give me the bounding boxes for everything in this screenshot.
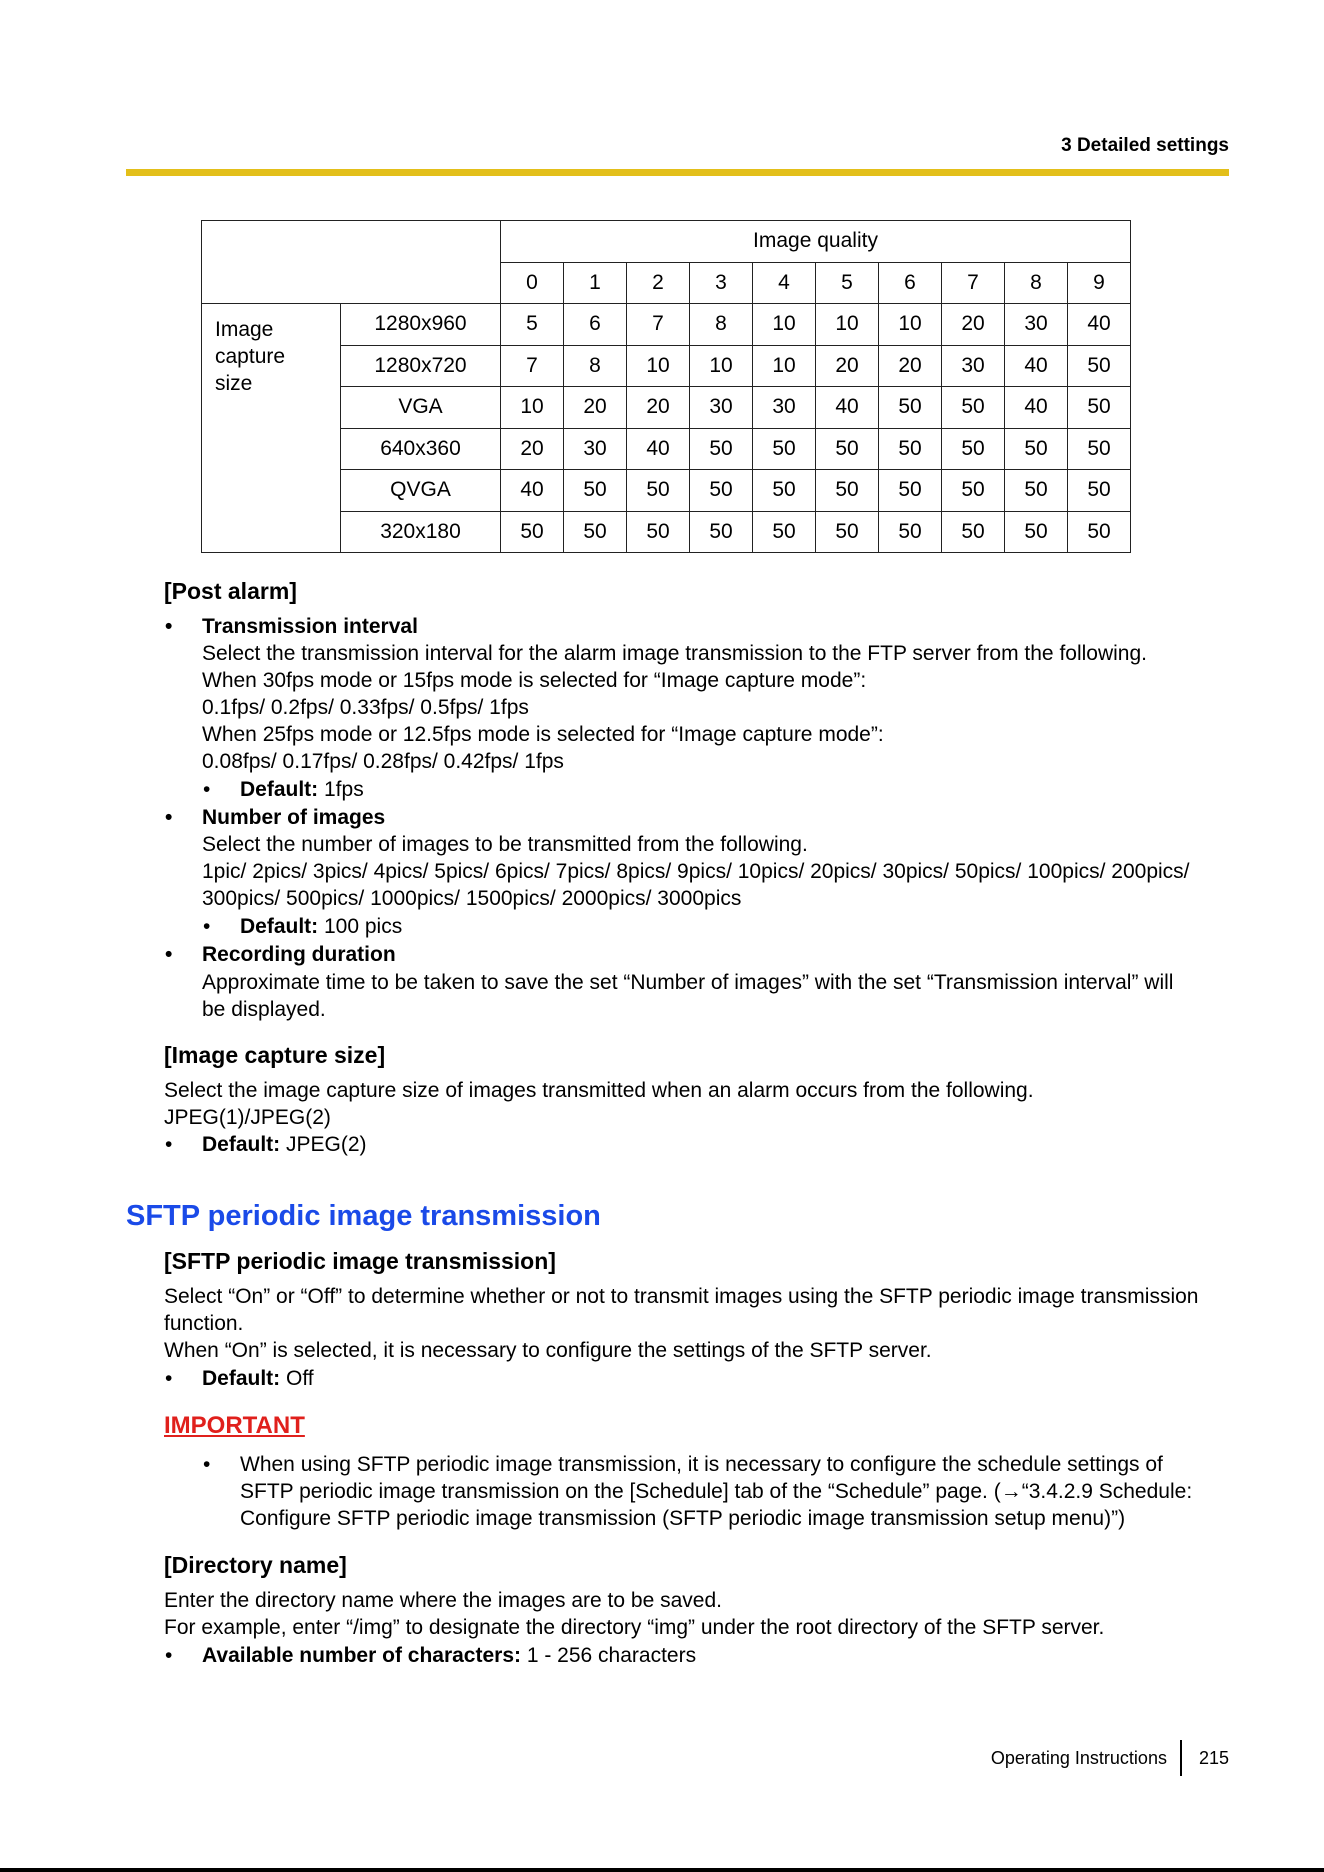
frame-rate-cell: 50 (1068, 345, 1131, 387)
frame-rate-cell: 50 (1068, 387, 1131, 429)
recording-duration-line: Approximate time to be taken to save the set “Number of images” with the set “Transmission interval” will (202, 971, 1174, 994)
transmission-interval-title: • Transmission interval (202, 613, 418, 640)
sftp-default (202, 1365, 314, 1392)
frame-rate-cell: 20 (879, 345, 942, 387)
frame-rate-cell: 20 (942, 304, 1005, 346)
sftp-heading: [SFTP periodic image transmission] (164, 1248, 556, 1274)
frame-rate-cell: 50 (1068, 470, 1131, 512)
frame-rate-cell: 50 (753, 470, 816, 512)
header-rule (126, 169, 1229, 176)
frame-rate-cell: 10 (627, 345, 690, 387)
frame-rate-cell: 40 (501, 470, 564, 512)
frame-rate-cell: 50 (879, 470, 942, 512)
footer-separator (1180, 1740, 1182, 1776)
frame-rate-cell: 50 (690, 428, 753, 470)
table-row (202, 345, 1131, 387)
recording-duration-line: be displayed. (202, 998, 326, 1021)
frame-rate-cell: 8 (564, 345, 627, 387)
row-group-label-line: capture (215, 345, 286, 368)
frame-rate-cell: 50 (942, 470, 1005, 512)
frame-rate-cell: 50 (942, 511, 1005, 553)
frame-rate-cell: 50 (1005, 470, 1068, 512)
important-note-line: SFTP periodic image transmission on the [Schedule] tab of the “Schedule” page. (→“3.4.2.9 Schedule: (240, 1480, 1193, 1503)
frame-rate-cell: 20 (816, 345, 879, 387)
frame-rate-cell: 8 (690, 304, 753, 346)
frame-rate-cell: 10 (816, 304, 879, 346)
default-label: Default: (202, 1133, 281, 1156)
important-note-line: • When using SFTP periodic image transmission, it is necessary to configure the schedule settings of (240, 1451, 1163, 1478)
row-group-label (202, 304, 341, 553)
image-quality-table (201, 220, 1131, 553)
frame-rate-cell: 50 (564, 470, 627, 512)
number-of-images-line: Select the number of images to be transmitted from the following. (202, 833, 808, 856)
frame-rate-cell: 50 (1005, 428, 1068, 470)
table-row (202, 428, 1131, 470)
frame-rate-cell: 50 (879, 511, 942, 553)
number-of-images-line: 300pics/ 500pics/ 1000pics/ 1500pics/ 2000pics/ 3000pics (202, 887, 742, 910)
default-label: Default: (240, 915, 319, 938)
frame-rate-cell: 50 (942, 387, 1005, 429)
frame-rate-cell: 50 (564, 511, 627, 553)
number-of-images-default (240, 913, 402, 940)
default-value: 1fps (318, 778, 364, 801)
chars-label: Available number of characters: (202, 1644, 521, 1667)
table-row (202, 387, 1131, 429)
frame-rate-cell: 6 (564, 304, 627, 346)
transmission-interval-line: 0.1fps/ 0.2fps/ 0.33fps/ 0.5fps/ 1fps (202, 696, 529, 719)
frame-rate-cell: 50 (690, 511, 753, 553)
frame-rate-cell: 30 (1005, 304, 1068, 346)
directory-name-line: For example, enter “/img” to designate the directory “img” under the root directory of the SFTP server. (164, 1616, 1105, 1639)
frame-rate-cell: 40 (816, 387, 879, 429)
table-row (202, 304, 1131, 346)
page-bottom-edge (0, 1868, 1324, 1872)
frame-rate-cell: 30 (753, 387, 816, 429)
frame-rate-cell: 30 (564, 428, 627, 470)
important-note-line: Configure SFTP periodic image transmission (SFTP periodic image transmission setup menu)”) (240, 1507, 1126, 1530)
quality-level-cell: 7 (942, 262, 1005, 304)
frame-rate-cell: 20 (501, 428, 564, 470)
table-row (202, 511, 1131, 553)
frame-rate-cell: 20 (627, 387, 690, 429)
default-label: Default: (202, 1367, 281, 1390)
transmission-interval-line: When 30fps mode or 15fps mode is selected for “Image capture mode”: (202, 669, 867, 692)
important-label: IMPORTANT (164, 1412, 305, 1439)
image-capture-size-default (202, 1131, 367, 1158)
default-label: Default: (240, 778, 319, 801)
frame-rate-cell: 10 (501, 387, 564, 429)
frame-rate-cell: 50 (627, 511, 690, 553)
image-capture-size-heading: [Image capture size] (164, 1042, 386, 1068)
frame-rate-cell: 50 (1068, 428, 1131, 470)
capture-size-cell: 320x180 (341, 511, 501, 553)
table-row (202, 470, 1131, 512)
quality-level-cell: 3 (690, 262, 753, 304)
frame-rate-cell: 40 (1068, 304, 1131, 346)
directory-name-line: Enter the directory name where the images are to be saved. (164, 1589, 722, 1612)
default-value: JPEG(2) (280, 1133, 367, 1156)
number-of-images-line: 1pic/ 2pics/ 3pics/ 4pics/ 5pics/ 6pics/ 7pics/ 8pics/ 9pics/ 10pics/ 20pics/ 30pics/ 50pics/ 100pics/ 200pics/ (202, 860, 1190, 883)
capture-size-cell: VGA (341, 387, 501, 429)
frame-rate-cell: 40 (1005, 345, 1068, 387)
transmission-interval-line: Select the transmission interval for the alarm image transmission to the FTP server from the following. (202, 642, 1147, 665)
image-quality-header: Image quality (501, 221, 1131, 263)
frame-rate-cell: 40 (627, 428, 690, 470)
frame-rate-cell: 30 (942, 345, 1005, 387)
frame-rate-cell: 50 (879, 387, 942, 429)
frame-rate-cell: 50 (501, 511, 564, 553)
recording-duration-title: • Recording duration (202, 941, 396, 968)
frame-rate-cell: 50 (753, 428, 816, 470)
sftp-line: Select “On” or “Off” to determine whether or not to transmit images using the SFTP periodic image transmission (164, 1285, 1199, 1308)
quality-level-cell: 9 (1068, 262, 1131, 304)
quality-level-cell: 6 (879, 262, 942, 304)
sftp-section-title: SFTP periodic image transmission (126, 1200, 601, 1232)
post-alarm-heading: [Post alarm] (164, 578, 297, 604)
directory-name-heading: [Directory name] (164, 1552, 347, 1578)
frame-rate-cell: 10 (690, 345, 753, 387)
frame-rate-cell: 10 (753, 304, 816, 346)
row-group-label-line: Image (215, 318, 274, 341)
frame-rate-cell: 30 (690, 387, 753, 429)
number-of-images-title: • Number of images (202, 804, 385, 831)
frame-rate-cell: 50 (879, 428, 942, 470)
frame-rate-cell: 50 (942, 428, 1005, 470)
directory-name-chars (202, 1642, 696, 1669)
quality-level-cell: 2 (627, 262, 690, 304)
capture-size-cell: 1280x720 (341, 345, 501, 387)
frame-rate-cell: 10 (879, 304, 942, 346)
table-header-row (202, 221, 1131, 263)
frame-rate-cell: 7 (627, 304, 690, 346)
default-value: 100 pics (318, 915, 403, 938)
frame-rate-cell: 50 (816, 470, 879, 512)
frame-rate-cell: 7 (501, 345, 564, 387)
quality-level-cell: 1 (564, 262, 627, 304)
transmission-interval-line: 0.08fps/ 0.17fps/ 0.28fps/ 0.42fps/ 1fps (202, 750, 564, 773)
capture-size-cell: 1280x960 (341, 304, 501, 346)
default-value: Off (280, 1367, 314, 1390)
page-footer (991, 1740, 1229, 1776)
section-header-title: 3 Detailed settings (1061, 135, 1229, 156)
frame-rate-cell: 40 (1005, 387, 1068, 429)
frame-rate-cell: 50 (816, 428, 879, 470)
quality-level-cell: 4 (753, 262, 816, 304)
transmission-interval-default (240, 776, 364, 803)
frame-rate-cell: 20 (564, 387, 627, 429)
chars-value: 1 - 256 characters (521, 1644, 697, 1667)
frame-rate-cell: 50 (1005, 511, 1068, 553)
row-group-label-line: size (215, 372, 253, 395)
sftp-line: function. (164, 1312, 244, 1335)
page-number: 215 (1198, 1747, 1229, 1768)
sftp-line: When “On” is selected, it is necessary to configure the settings of the SFTP server. (164, 1339, 932, 1362)
quality-level-cell: 0 (501, 262, 564, 304)
frame-rate-cell: 50 (753, 511, 816, 553)
footer-doc-title: Operating Instructions (990, 1747, 1167, 1768)
image-capture-size-line: JPEG(1)/JPEG(2) (164, 1106, 331, 1129)
frame-rate-cell: 50 (816, 511, 879, 553)
frame-rate-cell: 50 (627, 470, 690, 512)
capture-size-cell: QVGA (341, 470, 501, 512)
table-corner-cell (202, 221, 501, 304)
capture-size-cell: 640x360 (341, 428, 501, 470)
frame-rate-cell: 10 (753, 345, 816, 387)
quality-level-cell: 8 (1005, 262, 1068, 304)
image-capture-size-line: Select the image capture size of images transmitted when an alarm occurs from the following. (164, 1079, 1034, 1102)
transmission-interval-line: When 25fps mode or 12.5fps mode is selected for “Image capture mode”: (202, 723, 884, 746)
quality-level-cell: 5 (816, 262, 879, 304)
frame-rate-cell: 50 (690, 470, 753, 512)
frame-rate-cell: 5 (501, 304, 564, 346)
frame-rate-cell: 50 (1068, 511, 1131, 553)
